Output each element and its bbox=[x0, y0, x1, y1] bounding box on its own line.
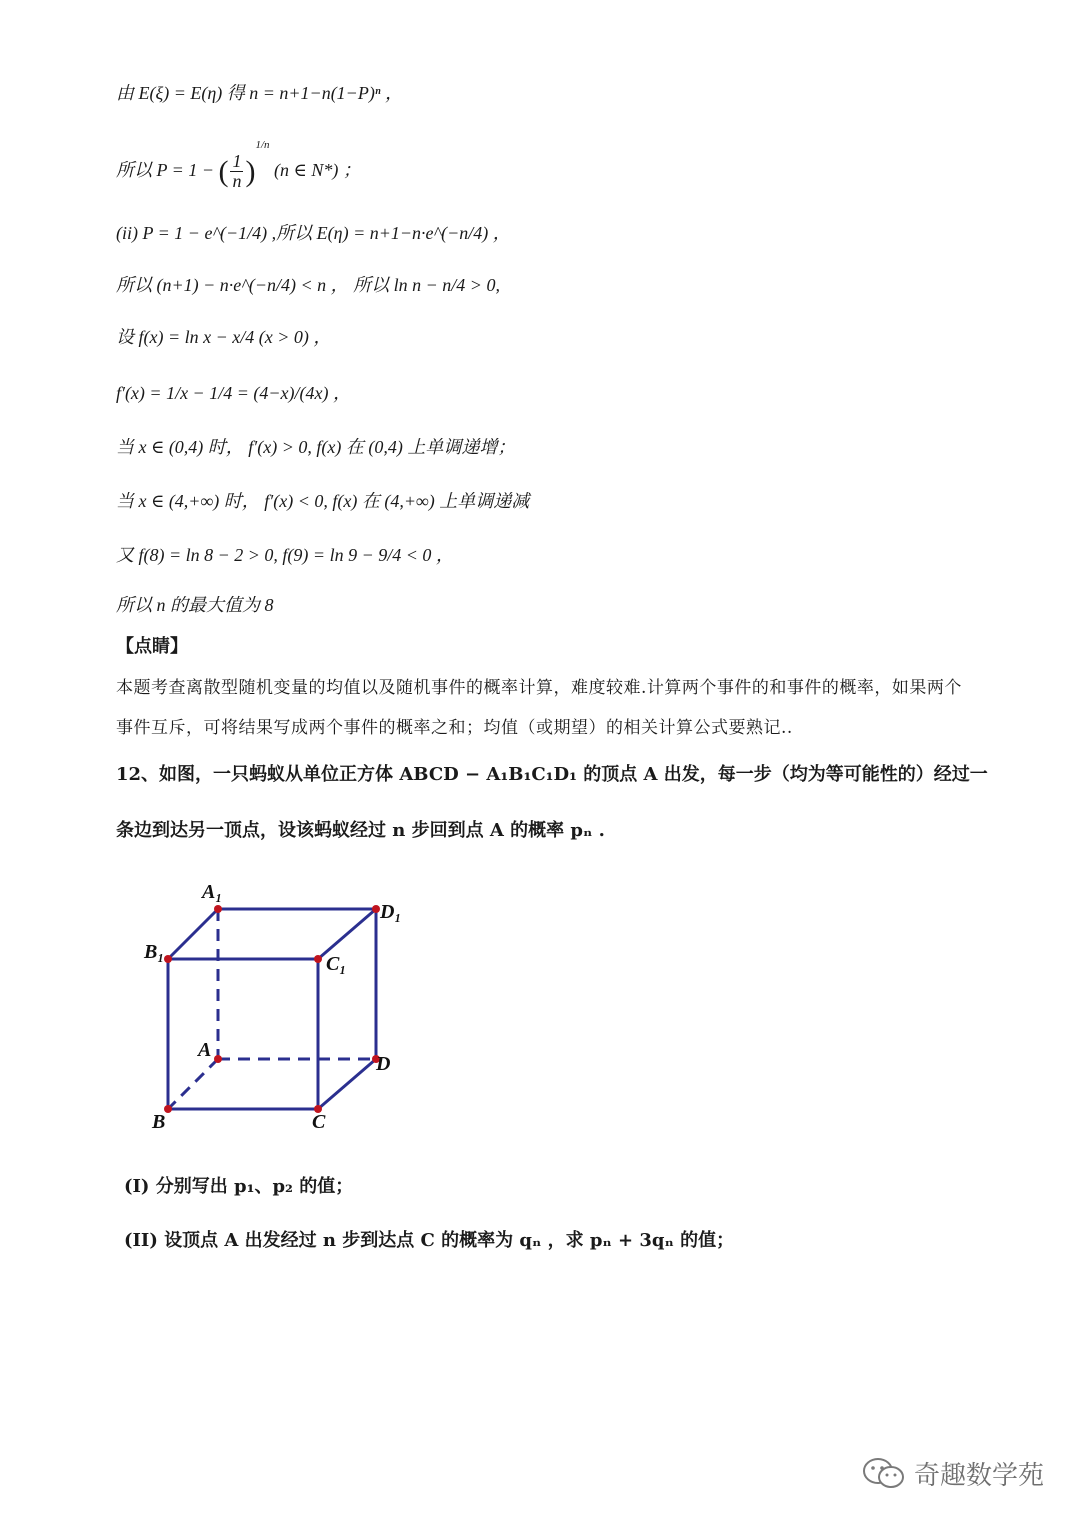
line2-prefix: 所以 P = 1 − bbox=[116, 160, 214, 180]
solution-line-10: 所以 n 的最大值为 8 bbox=[116, 595, 274, 615]
watermark bbox=[862, 1455, 1044, 1492]
solution-line-5: 设 f(x) = ln x − x/4 (x > 0) ， bbox=[116, 327, 332, 347]
label-A1: A₁ bbox=[202, 881, 223, 903]
solution-line-2: 所以 P = 1 − ( $\frac{1}{n}$ )$^{1/n}$ (n ∈ N*) ； bbox=[116, 139, 361, 192]
question-1: (I) 分别写出 p₁、p₂ 的值； bbox=[124, 1176, 354, 1197]
comment-text: 本题考查离散型随机变量的均值以及随机事件的概率计算，难度较难.计算两个事件的和事件的概率，如果两个事件互斥，可将结果写成两个事件的概率之和；均值（或期望）的相关计算公式要熟记.. bbox=[116, 678, 962, 738]
solution-line-3: (ii) P = 1 − e^(−1/4) ,所以 E(η) = n+1−n·e^(−n/4) ， bbox=[116, 223, 511, 243]
label-B: B bbox=[152, 1111, 166, 1133]
line2-exponent: 1/n bbox=[255, 139, 270, 151]
comment-heading: 【点睛】 bbox=[116, 636, 188, 657]
label-D1: D₁ bbox=[380, 901, 402, 923]
vertex-A bbox=[214, 1055, 222, 1063]
vertex-B1 bbox=[164, 955, 172, 963]
label-A: A bbox=[198, 1039, 212, 1061]
problem-line-2: 条边到达另一顶点，设该蚂蚁经过 n 步回到点 A 的概率 pₙ . bbox=[116, 820, 605, 841]
solution-line-9: 又 f(8) = ln 8 − 2 > 0, f(9) = ln 9 − 9/4 < 0 ， bbox=[116, 545, 454, 565]
label-D: D bbox=[376, 1053, 391, 1075]
question-2: (II) 设顶点 A 出发经过 n 步到达点 C 的概率为 qₙ ，求 pₙ + 3qₙ 的值； bbox=[124, 1230, 735, 1251]
vertex-D1 bbox=[372, 905, 380, 913]
label-B1: B₁ bbox=[144, 941, 165, 963]
solution-line-8: 当 x ∈ (4,+∞) 时， f′(x) < 0, f(x) 在 (4,+∞) 上单调递减 bbox=[116, 491, 530, 511]
line2-postfix: (n ∈ N*) ； bbox=[274, 160, 361, 180]
solution-line-7: 当 x ∈ (0,4) 时， f′(x) > 0, f(x) 在 (0,4) 上单调递增； bbox=[116, 437, 516, 457]
solution-line-1: 由 E(ξ) = E(η) 得 n = n+1−n(1−P)ⁿ ， bbox=[116, 83, 403, 103]
solution-line-4: 所以 (n+1) − n·e^(−n/4) < n ， 所以 ln n − n/4 > 0, bbox=[116, 275, 500, 295]
line2-fraction: $\frac{1}{n}$ bbox=[232, 150, 242, 192]
vertex-A1 bbox=[214, 905, 222, 913]
label-C1: C₁ bbox=[326, 953, 347, 975]
label-C: C bbox=[312, 1111, 326, 1133]
problem-line-1: 12、如图，一只蚂蚁从单位正方体 ABCD − A₁B₁C₁D₁ 的顶点 A 出发，每一步（均为等可能性的）经过一 bbox=[116, 764, 988, 785]
wechat-icon bbox=[862, 1456, 906, 1492]
watermark-text: 奇趣数学苑 bbox=[913, 1461, 1044, 1491]
vertex-C1 bbox=[314, 955, 322, 963]
solution-line-6: f′(x) = 1/x − 1/4 = (4−x)/(4x) ， bbox=[116, 383, 351, 403]
cube-figure bbox=[130, 870, 430, 1150]
